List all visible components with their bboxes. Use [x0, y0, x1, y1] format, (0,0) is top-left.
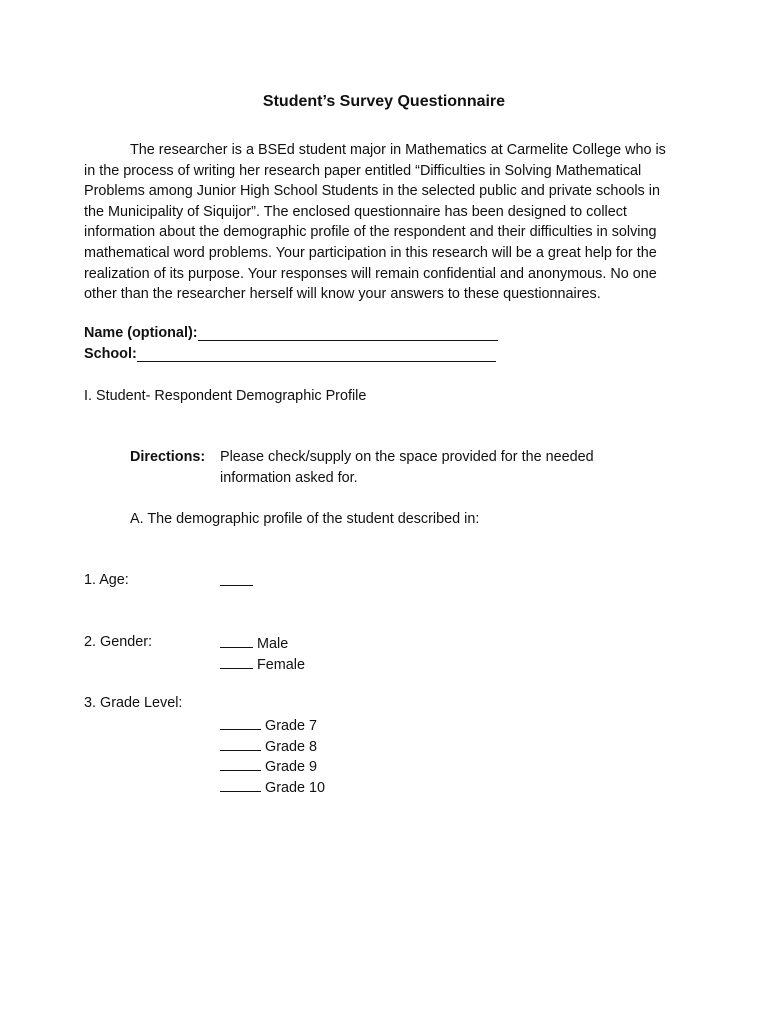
- page-title: Student’s Survey Questionnaire: [262, 93, 506, 110]
- grade-8-blank[interactable]: [220, 737, 261, 751]
- grade-9-blank[interactable]: [220, 757, 261, 771]
- grade-option-7: [220, 716, 317, 734]
- grade-option-8: [220, 737, 317, 755]
- gender-option-female: [220, 655, 305, 673]
- directions-text-line1: Please check/supply on the space provided for the needed: [220, 449, 594, 465]
- intro-line: the Municipality of Siquijor”. The enclosed questionnaire has been designed to collect: [84, 203, 627, 220]
- grade-option-label: Grade 7: [265, 718, 317, 734]
- age-label: 1. Age:: [84, 572, 129, 588]
- section-title: I. Student- Respondent Demographic Profile: [84, 388, 367, 404]
- name-label: Name (optional):: [84, 325, 198, 341]
- school-field: [84, 346, 496, 362]
- grade-option-9: [220, 757, 317, 775]
- age-blank[interactable]: [220, 572, 253, 586]
- grade-option-label: Grade 10: [265, 780, 326, 796]
- grade-7-blank[interactable]: [220, 716, 261, 730]
- grade-level-label: 3. Grade Level:: [84, 695, 183, 711]
- directions-text-line2: information asked for.: [220, 470, 358, 486]
- intro-line: information about the demographic profile of the respondent and their difficulties in solving: [84, 224, 657, 241]
- gender-option-male: [220, 634, 288, 652]
- gender-label: 2. Gender:: [84, 634, 152, 650]
- directions-label: Directions:: [130, 449, 206, 465]
- intro-line: Problems among Junior High School Students in the selected public and private schools in: [84, 183, 660, 200]
- grade-option-label: Grade 8: [265, 739, 317, 755]
- gender-option-label: Female: [257, 657, 305, 673]
- intro-line: The researcher is a BSEd student major in Mathematics at Carmelite College who is: [130, 142, 666, 158]
- intro-line: other than the researcher herself will know your answers to these questionnaires.: [84, 286, 601, 303]
- intro-line: realization of its purpose. Your responses will remain confidential and anonymous. No one: [84, 265, 657, 282]
- gender-option-label: Male: [257, 636, 289, 652]
- school-blank[interactable]: [137, 347, 496, 362]
- subsection-title: A. The demographic profile of the student described in:: [130, 511, 480, 527]
- intro-line: in the process of writing her research paper entitled “Difficulties in Solving Mathematical: [84, 162, 642, 179]
- gender-male-blank[interactable]: [220, 634, 253, 648]
- intro-line: mathematical word problems. Your participation in this research will be a great help for the: [84, 244, 657, 261]
- school-label: School:: [84, 346, 137, 362]
- grade-option-label: Grade 9: [265, 759, 317, 775]
- age-blank-row: [220, 572, 257, 590]
- name-blank[interactable]: [198, 326, 498, 341]
- intro-paragraph: [84, 140, 694, 305]
- gender-female-blank[interactable]: [220, 655, 253, 669]
- grade-10-blank[interactable]: [220, 778, 261, 792]
- grade-option-10: [220, 778, 325, 796]
- name-field: [84, 325, 498, 341]
